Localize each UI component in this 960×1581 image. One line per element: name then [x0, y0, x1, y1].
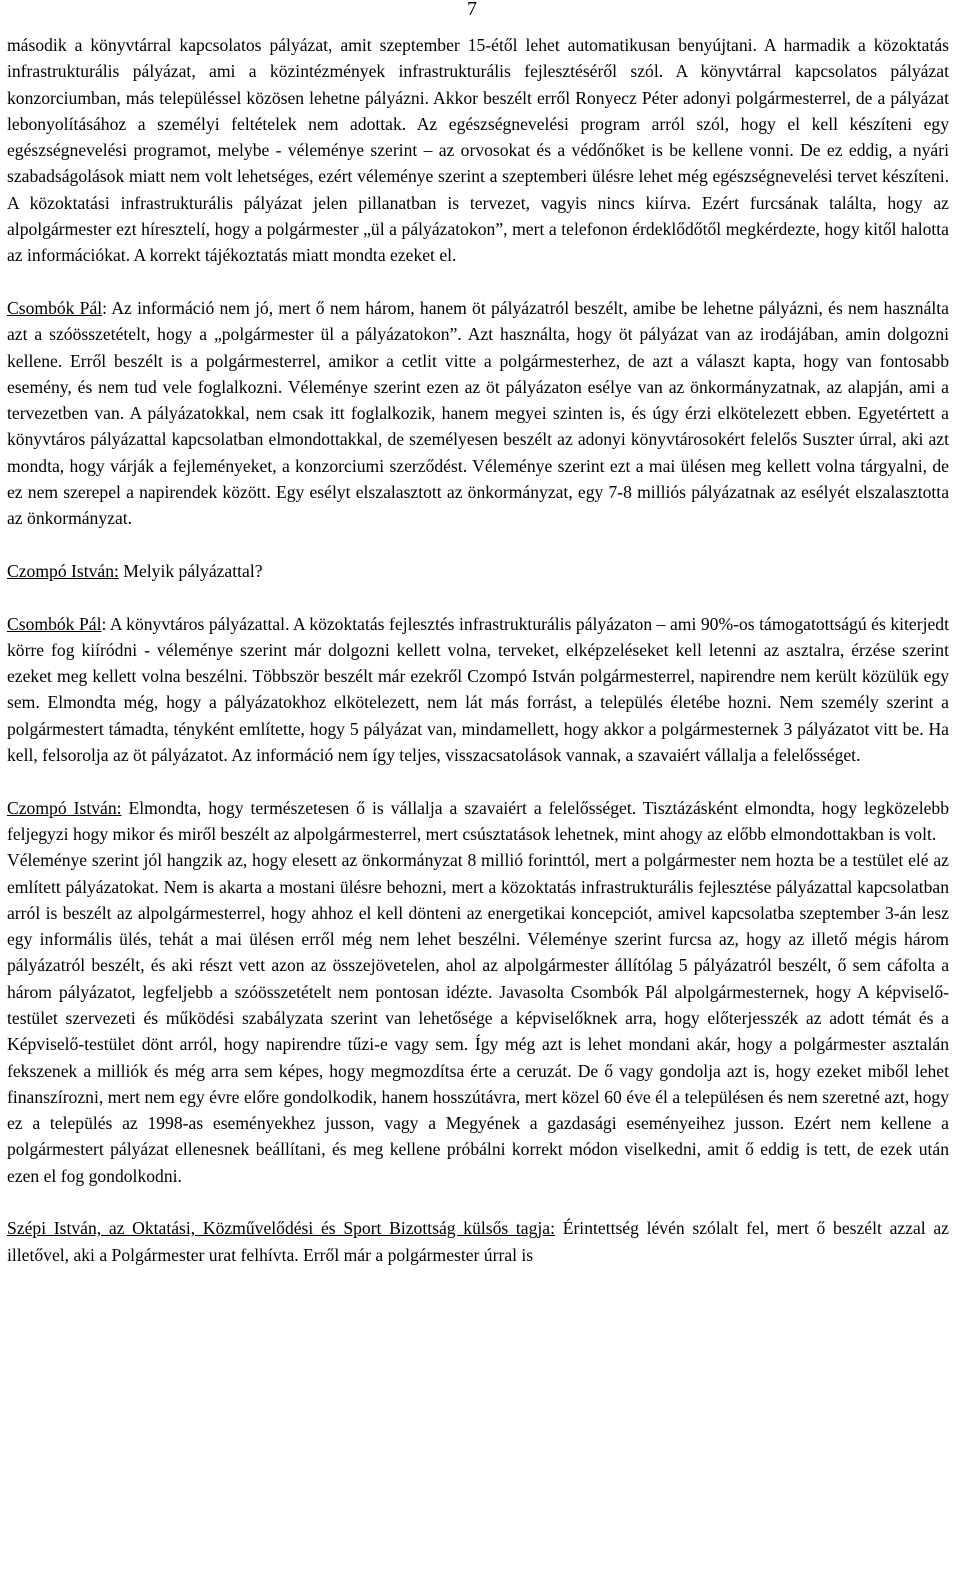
paragraph-6: [7, 847, 949, 1189]
paragraph-text: : Az információ nem jó, mert ő nem három, hanem öt pályázatról beszélt, amibe be lehetne pályázni, és nem használta azt a szóösszetételt, hogy a „polgármester ül a pályázatokon”. Azt használta, hogy öt pályázat van az irodájában, amin dolgozni kellene. Erről beszélt is a polgármesterrel, amikor a cetlit vitte a polgármesterhez, de azt a választ kapta, hogy van fontosabb esemény, és nem tud vele foglalkozni. Véleménye szerint ezen az öt pályázaton esélye van az önkormányzatnak, az alapján, ami a tervezetben van. A pályázatokkal, nem csak itt foglalkozik, hanem megyei szinten is, és úgy érzi elkötelezett ebben. Egyetértett a könyvtáros pályázattal kapcsolatban elmondottakkal, de személyesen beszélt az adonyi könyvtárosokért felelős Suszter úrral, aki azt mondta, hogy várják a fejleményeket, a konzorciumi szerződést. Véleménye szerint ezt a mai ülésen meg kellett volna tárgyalni, de ez nem szerepel a napirendek között. Egy esélyt elszalasztott az önkormányzat, egy 7-8 milliós pályázatnak az esélyét elszalasztotta az önkormányzat.: [7, 297, 949, 529]
speaker-name: Csombók Pál: [7, 297, 103, 318]
document-body: [7, 32, 949, 1268]
speaker-name: Czompó István:: [7, 560, 119, 581]
paragraph-2: [7, 295, 949, 532]
page-number: 7: [467, 0, 477, 20]
speaker-name: Szépi István, az Oktatási, Közművelődési és Sport Bizottság külsős tagja:: [7, 1218, 556, 1239]
paragraph-text: második a könyvtárral kapcsolatos pályázat, amit szeptember 15-étől lehet automatikusan benyújtani. A harmadik a közoktatás infrastrukturális pályázat, ami a közintézmények infrastrukturális fejlesztéséről szól. A könyvtárral kapcsolatos pályázat konzorciumban, más településsel közösen lehetne pályázni. Akkor beszélt erről Ronyecz Péter adonyi polgármesterrel, de a pályázat lebonyolításához a személyi feltételek nem adottak. Az egészségnevelési program arról szól, hogy el kell készíteni egy egészségnevelési programot, melybe - véleménye szerint – az orvosokat és a védőnőket is be kellene vonni. De ez eddig, a nyári szabadságolások miatt nem volt lehetséges, ezért véleménye szerint a szeptemberi ülésre lehet még egészségnevelési tervet készíteni. A közoktatási infrastrukturális pályázat jelen pillanatban is tervezet, vagyis nincs kiírva. Ezért furcsának találta, hogy az alpolgármester ezt híresztelí, hogy a polgármester „ül a pályázatokon”, mert a telefonon érdeklődőtől megkérdezte, hogy kitől halotta az információkat. A korrekt tájékoztatás miatt mondta ezeket el.: [7, 35, 949, 266]
paragraph-text: : A könyvtáros pályázattal. A közoktatás fejlesztés infrastrukturális pályázaton – ami 90%-os támogatottságú és kiterjedt körre fog kiíródni - véleménye szerint már dolgozni kellett volna, terveket, elképzeléseket kell letenni az asztalra, érzése szerint ezeket meg kellett volna beszélni. Többször beszélt már ezekről Czompó István polgármesterrel, napirendre nem került közülük egy sem. Elmondta még, hogy a pályázatokhoz elkötelezett, nem lát más forrást, a település életébe hozni. Nem személy szerint a polgármestert támadta, tényként említette, hogy 5 pályázat van, mindamellett, hogy akkor a polgármesternek 3 pályázatot vitt be. Ha kell, felsorolja az öt pályázatot. Az információ nem így teljes, visszacsatolások vannak, a szavaiért vállalja a felelősséget.: [7, 613, 949, 766]
paragraph-3: [7, 558, 949, 584]
paragraph-text: Érintettség lévén szólalt fel, mert ő beszélt azzal az illetővel, aki a Polgármester urat felhívta. Erről már a polgármester úrral is: [7, 1218, 949, 1265]
paragraph-1: [7, 32, 949, 269]
speaker-name: Czompó István:: [7, 797, 122, 818]
paragraph-text: Melyik pályázattal?: [118, 560, 263, 581]
paragraph-text: Véleménye szerint jól hangzik az, hogy elesett az önkormányzat 8 millió forinttól, mert a polgármester nem hozta be a testület elé az említett pályázatokat. Nem is akarta a mostani ülésre behozni, mert a közoktatás infrastrukturális fejlesztése pályázattal kapcsolatban arról is beszélt az alpolgármesterrel, hogy ahhoz el kell dönteni az energetikai koncepciót, amivel kapcsolatba szeptember 3-án lesz egy informális ülés, tehát a mai ülésen erről még nem lehet beszélni. Véleménye szerint furcsa az, hogy az illető mégis három pályázatról beszélt, és aki részt vett azon az összejövetelen, ahol az alpolgármester állítólag 5 pályázatról beszélt, ő sem cáfolta a három pályázatot, legfeljebb a szóösszetételt nem pontosan idézte. Javasolta Csombók Pál alpolgármesternek, hogy A képviselő-testület szervezeti és működési szabályzata szerint van lehetősége a képviselőknek arra, hogy előterjesszék az adott témát és a Képviselő-testület dönt arról, hogy napirendre tűzi-e vagy sem. Így még azt is lehet mondani akár, hogy a polgármester asztalán fekszenek a milliók és még arra sem képes, hogy megmozdítsa érte a ceruzát. De ő vagy gondolja azt is, hogy ezeket miből lehet finanszírozni, mert nem egy évre előre gondolkodik, hanem hosszútávra, mert közel 60 éve él a településen és nem szeretné azt, hogy ez a település az 1998-as eseményekhez jusson, vagy a Megyének a gazdasági eseményeihez jusson. Ezért nem kellene a polgármestert pályázat ellenesnek beállítani, és meg kellene próbálni korrekt módon viselkedni, amit ő eddig is tett, de ezek után ezen el fog gondolkodni.: [7, 850, 949, 1186]
paragraph-5: [7, 795, 949, 848]
speaker-name: Csombók Pál: [7, 613, 102, 634]
paragraph-7: [7, 1215, 949, 1268]
paragraph-4: [7, 611, 949, 769]
paragraph-text: Elmondta, hogy természetesen ő is vállalja a szavaiért a felelősséget. Tisztázásként elmondta, hogy legközelebb feljegyzi hogy mikor és miről beszélt az alpolgármesterrel, mert csúsztatások lehetnek, mint ahogy az előbb elmondottakban is volt.: [7, 797, 949, 844]
